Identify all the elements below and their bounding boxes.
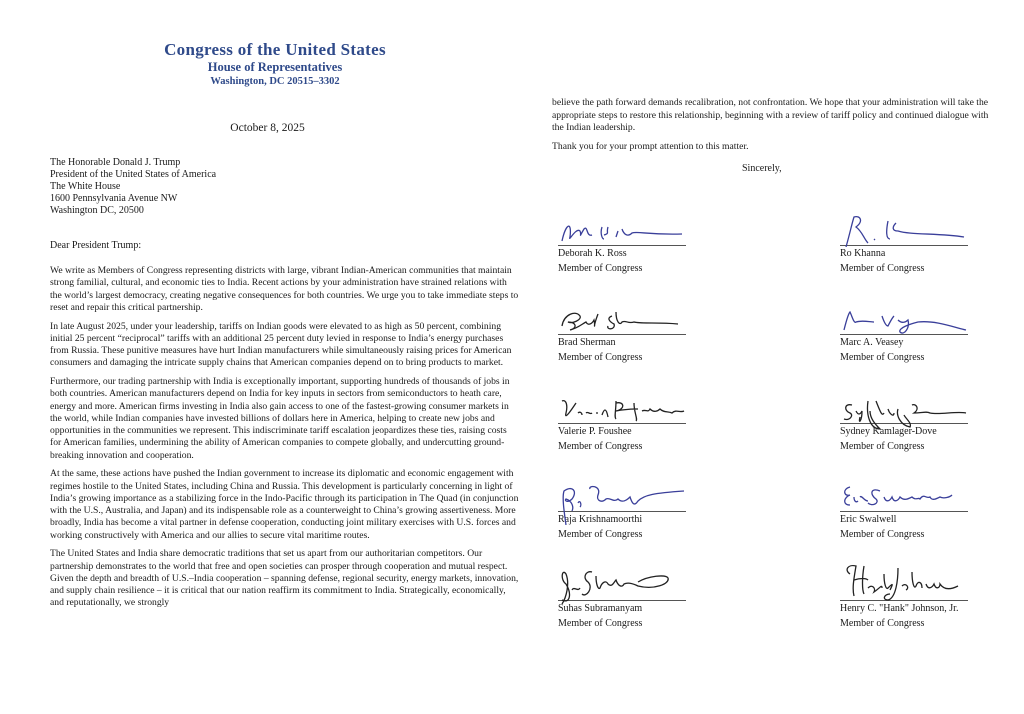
recipient-line: The Honorable Donald J. Trump (50, 157, 181, 168)
signatory-name: Deborah K. Ross (558, 248, 627, 259)
signature-block (558, 600, 690, 631)
body-paragraph: We write as Members of Congress representing districts with large, vibrant Indian-American communities that maintain strong familial, cultural, and economic ties to India. Recent actions by your administration have strained relations with the world’s largest democracy, creating negative consequences for both countries. We urge you to take immediate steps to reset and repair this critical partnership. (50, 265, 519, 313)
signature-icon (840, 209, 970, 247)
signature-block (558, 423, 690, 454)
body-paragraph: The United States and India share democratic traditions that set us apart from our authoritarian competitors. Our partnership demonstrates to the world that free and open societies can prosper through cooperation and mutual respect. Given the depth and breadth of U.S.–India cooperation – spanning defense, regional security, energy markets, innovation, and supply chain resilience – it is critical that our nation reaffirm its commitment to India. Strategically, economically, and reputationally, we strongly (50, 548, 519, 609)
signature-icon (558, 395, 688, 425)
recipient-line: President of the United States of America (50, 168, 217, 180)
signatory-title: Member of Congress (840, 440, 925, 452)
signatory-name: Suhas Subramanyam (558, 603, 643, 614)
closing: Sincerely, (742, 163, 782, 174)
recipient-line: Washington DC, 20500 (50, 204, 144, 216)
signature-block (840, 600, 972, 631)
signatory-title: Member of Congress (558, 528, 643, 540)
body-paragraph: In late August 2025, under your leadership, tariffs on Indian goods were elevated to as high as 50 percent, combining initial 25 percent “reciprocal” tariffs with an additional 25 percent duty levied in response to India’s energy purchases from Russia. These punitive measures have hurt Indian manufacturers while simultaneously raising prices for American consumers and damaging the intricate supply chains that American companies depend on to bring products to market. (50, 320, 512, 369)
signature-block (558, 245, 690, 276)
letterhead-subtitle: House of Representatives (207, 60, 343, 74)
body-paragraph: At the same, these actions have pushed the Indian government to increase its diplomatic and economic engagement with regimes hostile to the United States, including China and Russia. This development is particularly concerning in light of India’s growing importance as a stabilizing force in the Indo-Pacific through its participation in The Quad (in conjunction with the U.S., Australia, and Japan) and its indispensable role as a counterweight to China’s growing assertiveness. More broadly, India has become a vital partner in defense cooperation, conducting joint military exercises with U.S. forces and working constructively with America and our allies to secure vital maritime routes. (50, 468, 519, 541)
signature-icon (840, 395, 970, 435)
signature-block (558, 511, 690, 542)
recipient-address (50, 157, 216, 217)
body-paragraph: Furthermore, our trading partnership with India is exceptionally important, supporting hundreds of thousands of jobs in both countries. American manufacturers depend on India for key inputs in sectors from semiconductors to heath care, energy and more. American firms investing in India also gain access to one of the fastest-growing consumer markets in the world, while Indian companies have invested billions of dollars here in America, helping to create new jobs and opportunities in the communities we represent. This indiscriminate tariff escalation jeopardizes these ties, raising costs for American families, undermining the ability of American companies to compete globally, and undercutting ground-breaking innovation and cooperation. (50, 376, 510, 461)
signatory-name: Ro Khanna (840, 248, 886, 259)
signatory-title: Member of Congress (840, 617, 925, 629)
recipient-line: The White House (50, 180, 121, 192)
signature-block (558, 334, 690, 365)
signature-icon (558, 564, 688, 608)
signature-icon (558, 481, 688, 525)
signature-icon (840, 560, 970, 604)
signatory-name: Valerie P. Foushee (558, 426, 632, 437)
signatory-title: Member of Congress (840, 528, 925, 540)
signatory-name: Henry C. "Hank" Johnson, Jr. (840, 603, 959, 614)
signature-icon (840, 483, 970, 513)
signature-block (840, 334, 972, 365)
signatory-title: Member of Congress (840, 262, 925, 274)
signatory-name: Brad Sherman (558, 337, 616, 348)
letter-body-continued (552, 97, 992, 159)
signatory-title: Member of Congress (558, 440, 643, 452)
signatory-name: Sydney Kamlager-Dove (840, 426, 937, 437)
recipient-line: 1600 Pennsylvania Avenue NW (50, 192, 178, 204)
signature-icon (558, 306, 688, 336)
body-paragraph: believe the path forward demands recalibration, not confrontation. We hope that your administration will take the appropriate steps to restore this relationship, beginning with a review of tariff policy and continued dialogue with the Indian leadership. (552, 97, 989, 134)
signature-icon (840, 306, 970, 336)
letter-page-2 (540, 0, 1024, 714)
signatory-name: Marc A. Veasey (840, 337, 904, 348)
signatory-title: Member of Congress (840, 351, 925, 363)
letterhead-title: Congress of the United States (164, 40, 386, 59)
signature-block (840, 245, 972, 276)
thanks-paragraph: Thank you for your prompt attention to this matter. (552, 140, 749, 152)
salutation: Dear President Trump: (50, 240, 142, 251)
letterhead-address: Washington, DC 20515–3302 (210, 76, 340, 87)
signature-block (840, 511, 972, 542)
signatory-title: Member of Congress (558, 262, 643, 274)
signature-block (840, 423, 972, 454)
letterhead (140, 40, 410, 89)
signatory-title: Member of Congress (558, 617, 643, 629)
letter-date: October 8, 2025 (230, 122, 305, 134)
signatory-name: Raja Krishnamoorthi (558, 514, 643, 525)
letter-body (50, 265, 520, 616)
signatory-title: Member of Congress (558, 351, 643, 363)
signatory-name: Eric Swalwell (840, 514, 897, 525)
signature-icon (558, 217, 688, 247)
